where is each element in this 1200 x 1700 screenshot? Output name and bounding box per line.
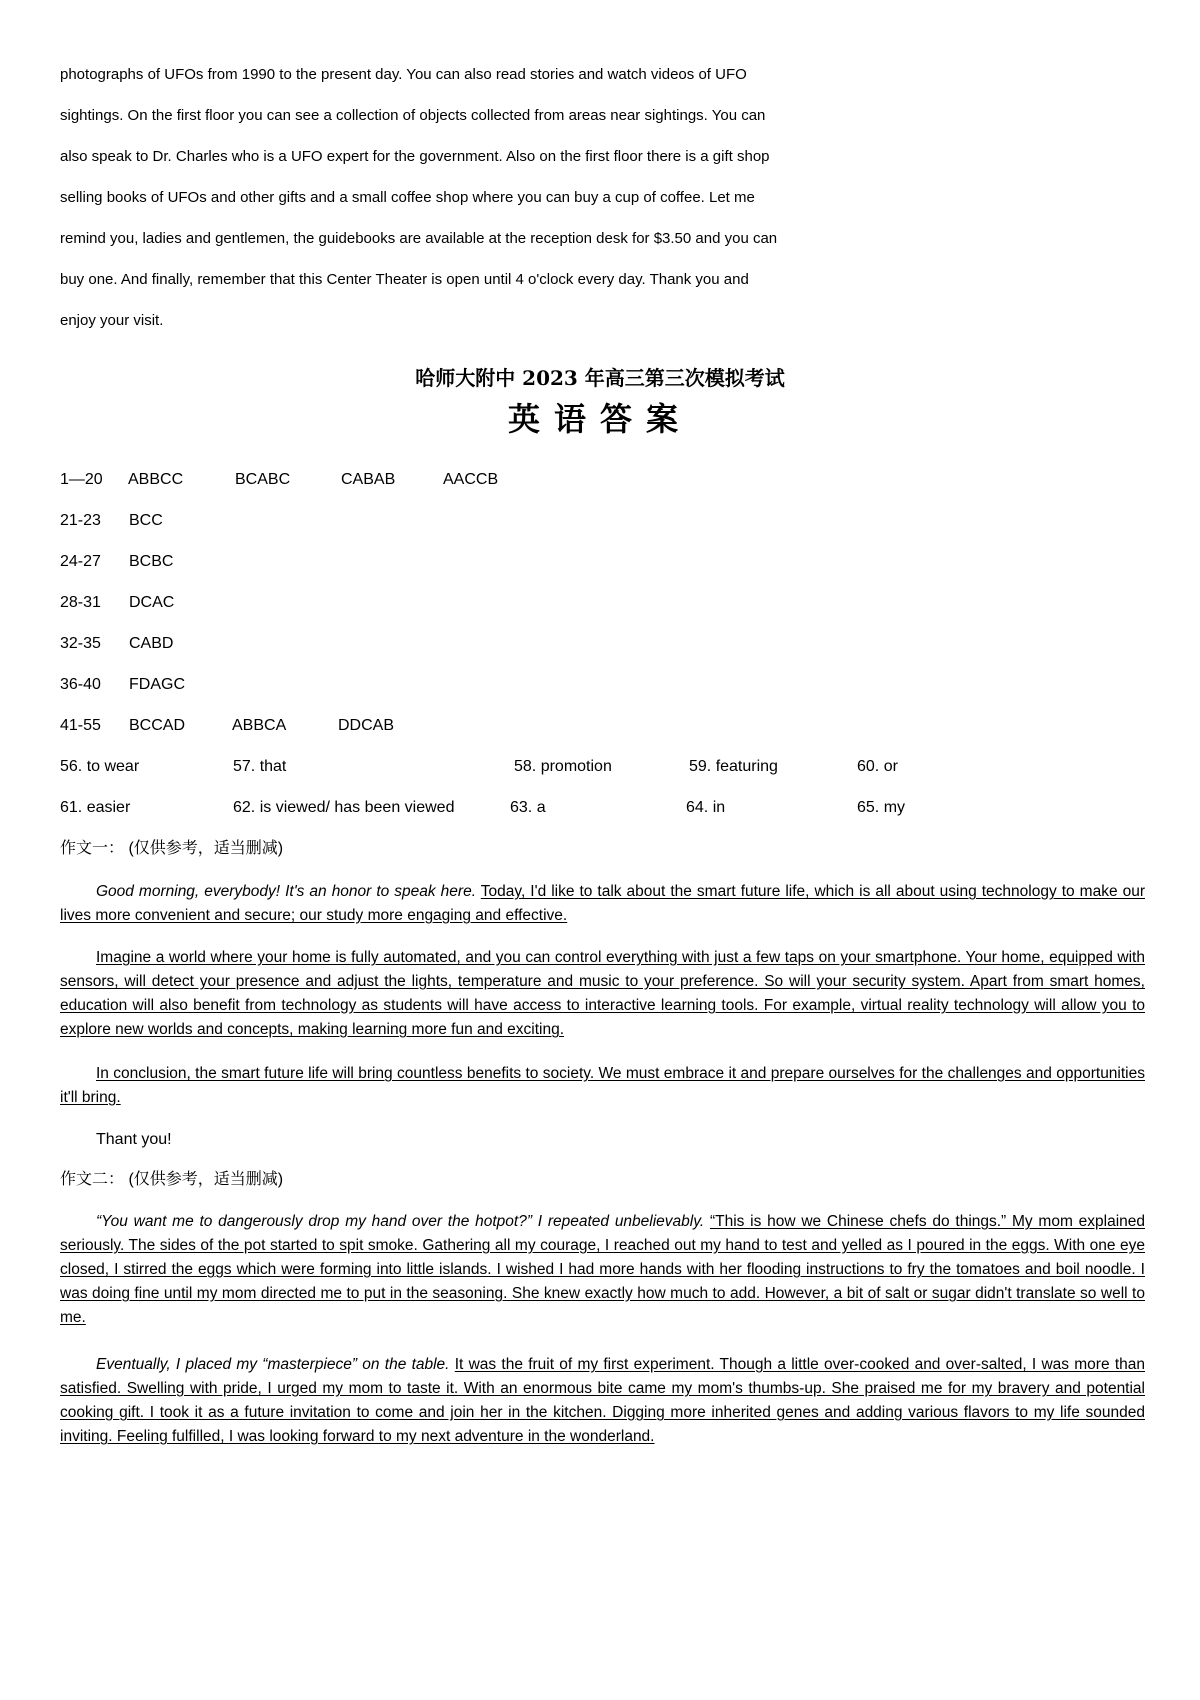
transcript-line: buy one. And finally, remember that this Center Theater is open until 4 o'clock every day. Thank you and [60,271,749,288]
essay1-opening: Good morning, everybody! It's an honor to speak here. [96,883,477,900]
fill-answer: 63. a [510,799,546,816]
answer-group: BCCAD [129,717,186,734]
answer-group: ABBCA [232,717,287,734]
answer-value: DCAC [129,594,175,611]
transcript-line: remind you, ladies and gentlemen, the guidebooks are available at the reception desk for $3.50 and you can [60,230,778,247]
essay1-paragraph-1 [60,880,1145,928]
transcript-line: photographs of UFOs from 1990 to the present day. You can also read stories and watch videos of UFO [60,66,747,83]
fill-answer: 58. promotion [514,758,612,775]
answer-value: BCBC [129,553,174,570]
essay2-opening: Eventually, I placed my “masterpiece” on the table. [96,1356,450,1373]
answer-key-title: 英语答案 [507,400,692,438]
essay1-body: In conclusion, the smart future life will bring countless benefits to society. We must embrace it and prepare ourselves for the challenges and opportunities it'll bring. [60,1065,1145,1106]
fill-answer: 61. easier [60,799,131,816]
essay2-opening: “You want me to dangerously drop my hand over the hotpot?” I repeated unbelievably. [96,1213,705,1230]
answer-label: 32-35 [60,635,101,652]
fill-answer: 59. featuring [689,758,778,775]
essay1-body: Today, I'd like to talk about the smart future life, which is all about using technology to make our lives more convenient and secure; our study more engaging and effective. [60,883,1145,924]
answer-label: 41-55 [60,717,101,734]
answer-label: 21-23 [60,512,101,529]
fill-answer: 60. or [857,758,898,775]
essay1-paragraph-3 [60,1062,1145,1110]
essay2-paragraph-2 [60,1353,1145,1449]
answer-label: 28-31 [60,594,101,611]
transcript-line: also speak to Dr. Charles who is a UFO expert for the government. Also on the first floor there is a gift shop [60,148,770,165]
essay2-paragraph-1 [60,1210,1145,1330]
answer-group: CABAB [341,471,396,488]
answer-value: CABD [129,635,174,652]
answer-label: 24-27 [60,553,101,570]
answer-label: 1—20 [60,471,103,488]
fill-answer: 64. in [686,799,726,816]
fill-answer: 56. to wear [60,758,140,775]
answer-group: DDCAB [338,717,395,734]
essay2-body: “This is how we Chinese chefs do things.” My mom explained seriously. The sides of the pot started to spit smoke. Gathering all my courage, I reached out my hand to test and yelled as I poured in the eggs. With one eye closed, I stirred the eggs which were forming into little islands. I wished I had more hands with her flooding instructions to fry the tomatoes and boil noodle. I was doing fine until my mom directed me to put in the seasoning. She knew exactly how much to add. However, a bit of salt or sugar didn't translate so well to me. [60,1213,1145,1326]
fill-answer: 65. my [857,799,906,816]
answer-value: BCC [129,512,163,529]
transcript-line: enjoy your visit. [60,312,164,329]
essay1-closing: Thant you! [96,1131,172,1148]
transcript-line: selling books of UFOs and other gifts and a small coffee shop where you can buy a cup of coffee. Let me [60,189,755,206]
essay2-body: It was the fruit of my first experiment. Though a little over-cooked and over-salted, I was more than satisfied. Swelling with pride, I urged my mom to taste it. With an enormous bite came my mom's thumbs-up. She praised me for my bravery and potential cooking gift. I took it as a future invitation to come and join her in the kitchen. Digging more inherited genes and adding various flavors to my life sounded inviting. Feeling fulfilled, I was looking forward to my next adventure in the wonderland. [60,1356,1145,1445]
essay1-body: Imagine a world where your home is fully automated, and you can control everything with just a few taps on your smartphone. Your home, equipped with sensors, will detect your presence and adjust the lights, temperature and music to your preference. So will your security system. Apart from smart homes, education will also benefit from technology as students will have access to interactive learning tools. For example, virtual reality technology will allow you to explore new worlds and concepts, making learning more fun and exciting. [60,949,1145,1038]
transcript-line: sightings. On the first floor you can see a collection of objects collected from areas near sightings. You can [60,107,766,124]
essay1-paragraph-2 [60,946,1145,1042]
answer-group: AACCB [443,471,499,488]
listening-transcript [60,60,860,347]
essay1-heading: 作文一： (仅供参考，适当删减) [60,840,284,857]
answer-group: BCABC [235,471,291,488]
exam-title: 哈师大附中 2023 年高三第三次模拟考试 [415,366,785,390]
answer-value: FDAGC [129,676,185,693]
essay2-heading: 作文二： (仅供参考，适当删减) [60,1171,284,1188]
answer-label: 36-40 [60,676,101,693]
answer-group: ABBCC [128,471,184,488]
fill-answer: 62. is viewed/ has been viewed [233,799,455,816]
fill-answer: 57. that [233,758,287,775]
